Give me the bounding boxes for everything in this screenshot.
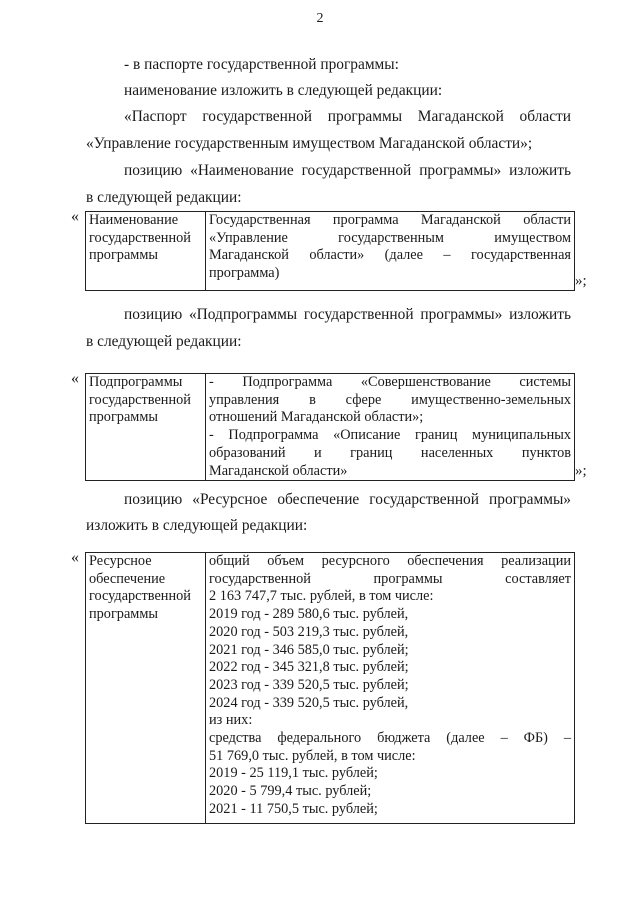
table3-label-line: обеспечение <box>89 570 166 587</box>
table3-label-line: программы <box>89 606 159 623</box>
table2-content-line: Магаданской области» <box>209 462 348 479</box>
table2-content-line: отношений Магаданской области»; <box>209 409 424 426</box>
table1-label-line: Наименование <box>89 212 179 228</box>
open-quote-table3: « <box>71 549 79 566</box>
table3-content-line: 2019 год - 289 580,6 тыс. рублей, <box>209 606 409 623</box>
table3-label-line: государственной <box>89 588 191 605</box>
table3-label-line: Ресурсное <box>89 553 152 569</box>
table1-content-cell <box>206 212 575 291</box>
table3-content-line: 2 163 747,7 тыс. рублей, в том числе: <box>209 588 434 605</box>
close-quote-table1: »; <box>575 273 587 289</box>
table2-label-line: программы <box>89 409 159 426</box>
paragraph-subprograms-position-line2: в следующей редакции: <box>86 333 242 350</box>
table3-content-line: государственной программы составляет <box>209 570 571 587</box>
table2-content-line: управления в сфере имущественно-земельных <box>209 391 571 408</box>
table3-content-cell <box>206 553 575 824</box>
open-quote-table2: « <box>71 370 79 387</box>
table2-content-line: - Подпрограмма «Описание границ муниципальных <box>209 427 571 444</box>
paragraph-resources-position-line1: позицию «Ресурсное обеспечение государственной программы» <box>124 491 571 508</box>
table-subprograms <box>85 373 575 481</box>
paragraph-passport-intro: - в паспорте государственной программы: <box>124 56 399 73</box>
table1-label-line: государственной <box>89 229 191 246</box>
table3-content-line: из них: <box>209 712 253 729</box>
close-quote-table2: »; <box>575 463 587 479</box>
table3-content-line: 2020 год - 503 219,3 тыс. рублей, <box>209 623 409 640</box>
table1-content-line: Государственная программа Магаданской области <box>209 212 571 228</box>
table2-content-line: образований и границ населенных пунктов <box>209 444 571 461</box>
table2-label-line: государственной <box>89 391 191 408</box>
paragraph-name-change: наименование изложить в следующей редакции: <box>124 82 443 99</box>
table1-label-cell <box>86 212 206 291</box>
table1-content-line: Магаданской области» (далее – государственная <box>209 247 571 264</box>
table1-content-line: программа) <box>209 265 280 282</box>
paragraph-resources-position-line2: изложить в следующей редакции: <box>86 517 308 534</box>
table2-content-line: - Подпрограмма «Совершенствование системы <box>209 374 571 390</box>
table2-label-cell <box>86 374 206 481</box>
table1-label-line: программы <box>89 247 159 264</box>
table3-content-line: средства федерального бюджета (далее – ФБ) – <box>209 730 571 747</box>
paragraph-passport-title-line1: «Паспорт государственной программы Магаданской области <box>124 108 571 125</box>
open-quote-table1: « <box>71 208 79 225</box>
table-resources <box>85 552 575 824</box>
paragraph-passport-title-line2: «Управление государственным имуществом Магаданской области»; <box>86 135 533 152</box>
table3-content-line: 51 769,0 тыс. рублей, в том числе: <box>209 747 416 764</box>
table3-content-line: 2024 год - 339 520,5 тыс. рублей, <box>209 694 409 711</box>
table3-content-line: 2023 год - 339 520,5 тыс. рублей; <box>209 676 409 693</box>
table-program-name <box>85 211 575 291</box>
paragraph-name-position-line2: в следующей редакции: <box>86 189 242 206</box>
table1-content-line: «Управление государственным имуществом <box>209 229 571 246</box>
paragraph-subprograms-position-line1: позицию «Подпрограммы государственной программы» изложить <box>124 306 571 323</box>
table3-content-line: 2022 год - 345 321,8 тыс. рублей; <box>209 659 409 676</box>
table3-content-line: 2021 год - 346 585,0 тыс. рублей; <box>209 641 409 658</box>
table3-content-line: 2021 - 11 750,5 тыс. рублей; <box>209 800 378 817</box>
table2-content-cell <box>206 374 575 481</box>
page-number: 2 <box>316 11 324 26</box>
paragraph-name-position-line1: позицию «Наименование государственной программы» изложить <box>124 162 571 179</box>
table3-content-line: 2019 - 25 119,1 тыс. рублей; <box>209 765 378 782</box>
table2-label-line: Подпрограммы <box>89 374 183 390</box>
table3-label-cell <box>86 553 206 824</box>
table3-content-line: 2020 - 5 799,4 тыс. рублей; <box>209 783 372 800</box>
table3-content-line: общий объем ресурсного обеспечения реализации <box>209 553 571 569</box>
